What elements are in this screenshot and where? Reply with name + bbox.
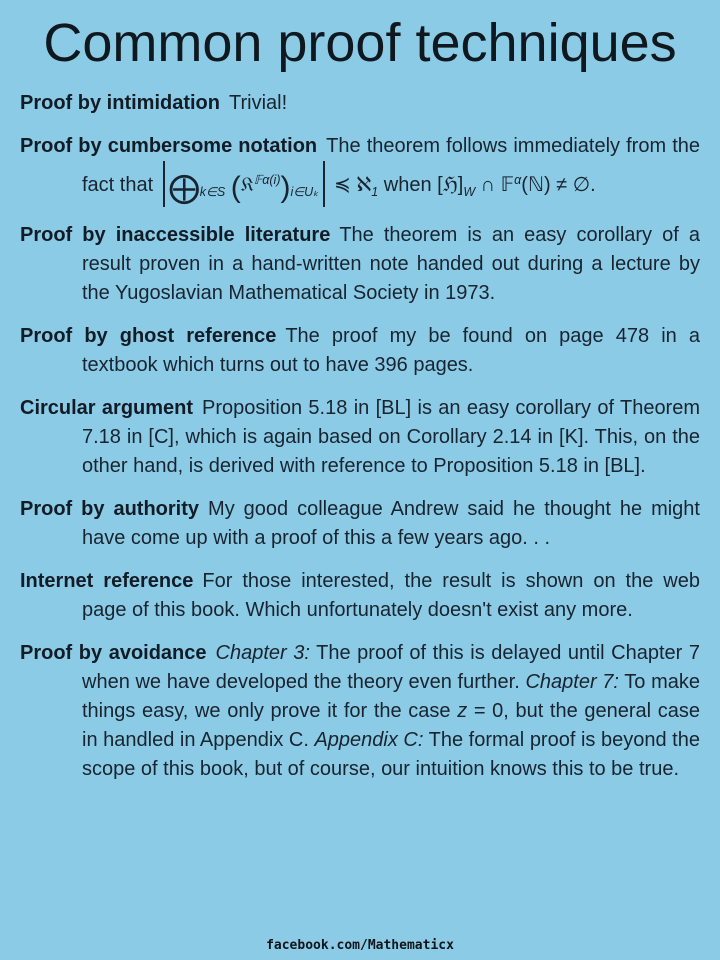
entry-heading: Proof by inaccessible literature bbox=[20, 224, 331, 247]
big-paren: ( bbox=[230, 171, 241, 205]
entry-heading: Proof by cumbersome notation bbox=[20, 135, 318, 158]
text-segment: The formal proof is beyond the scope of this book, but of course, our intuition knows this to be true. bbox=[82, 729, 700, 781]
italic-segment: Chapter 7: bbox=[525, 671, 619, 694]
norm-bar bbox=[163, 161, 165, 207]
math-subscript: i∈Uₖ bbox=[290, 185, 319, 200]
text-segment: = 0, but the general case in handled in Appendix C. bbox=[82, 700, 700, 752]
proof-entry bbox=[20, 89, 700, 118]
proof-entry bbox=[20, 495, 700, 553]
proof-entry bbox=[20, 221, 700, 308]
oplus-operator: ⨁ bbox=[168, 170, 200, 206]
footer-credit: facebook.com/Mathematicx bbox=[266, 938, 454, 953]
text-segment: ∩ 𝔽 bbox=[475, 174, 515, 197]
math-variable: z bbox=[457, 700, 468, 723]
text-segment: The proof of this is delayed until Chapter 7 when we have developed the theory even further. bbox=[82, 642, 700, 694]
text-segment: ≼ ℵ bbox=[328, 174, 372, 197]
text-segment: To make things easy, we only prove it for the case bbox=[82, 671, 701, 723]
big-paren: ) bbox=[280, 171, 291, 205]
entry-heading: Proof by ghost reference bbox=[20, 325, 277, 348]
proof-entry bbox=[20, 394, 700, 481]
proof-entry bbox=[20, 322, 700, 380]
text-segment: when [ℌ] bbox=[378, 174, 464, 197]
math-subscript: k∈S bbox=[199, 185, 226, 200]
text-segment: Proposition 5.18 in [BL] is an easy corollary of Theorem 7.18 in [C], which is again based on Corollary 2.14 in [K]. This, on the other hand, is derived with reference to Proposition 5.18 in [BL]. bbox=[82, 397, 701, 478]
entry-heading: Proof by authority bbox=[20, 498, 200, 521]
proof-entry bbox=[20, 567, 700, 625]
text-segment: 𝔎 bbox=[240, 174, 254, 197]
text-segment: (ℕ) ≠ ∅. bbox=[521, 174, 596, 197]
entry-heading: Internet reference bbox=[20, 570, 194, 593]
italic-segment: Appendix C: bbox=[314, 729, 424, 752]
text-segment: The theorem follows immediately from the fact that bbox=[82, 135, 701, 197]
math-subscript: 1 bbox=[371, 185, 379, 200]
proof-entry bbox=[20, 132, 700, 207]
text-segment: For those interested, the result is shown on the web page of this book. Which unfortunately doesn't exist any more. bbox=[82, 570, 700, 622]
math-superscript: 𝔽α(i) bbox=[253, 173, 281, 188]
proof-entry bbox=[20, 639, 700, 784]
text-segment: The theorem is an easy corollary of a result proven in a hand-written note handed out during a lecture by the Yugoslavian Mathematical Society in 1973. bbox=[82, 224, 701, 305]
page-title: Common proof techniques bbox=[43, 13, 677, 73]
text-segment: The proof my be found on page 478 in a textbook which turns out to have 396 pages. bbox=[82, 325, 701, 377]
entry-heading: Proof by avoidance bbox=[20, 642, 207, 665]
proof-list bbox=[0, 89, 720, 784]
entry-heading: Circular argument bbox=[20, 397, 194, 420]
text-segment: Trivial! bbox=[229, 92, 288, 115]
math-superscript: α bbox=[514, 173, 522, 188]
norm-bar bbox=[323, 161, 325, 207]
text-segment: My good colleague Andrew said he thought he might have come up with a proof of this a few years ago. . . bbox=[82, 498, 700, 550]
italic-segment: Chapter 3: bbox=[215, 642, 310, 665]
math-subscript: W bbox=[463, 185, 476, 200]
entry-heading: Proof by intimidation bbox=[20, 92, 220, 115]
